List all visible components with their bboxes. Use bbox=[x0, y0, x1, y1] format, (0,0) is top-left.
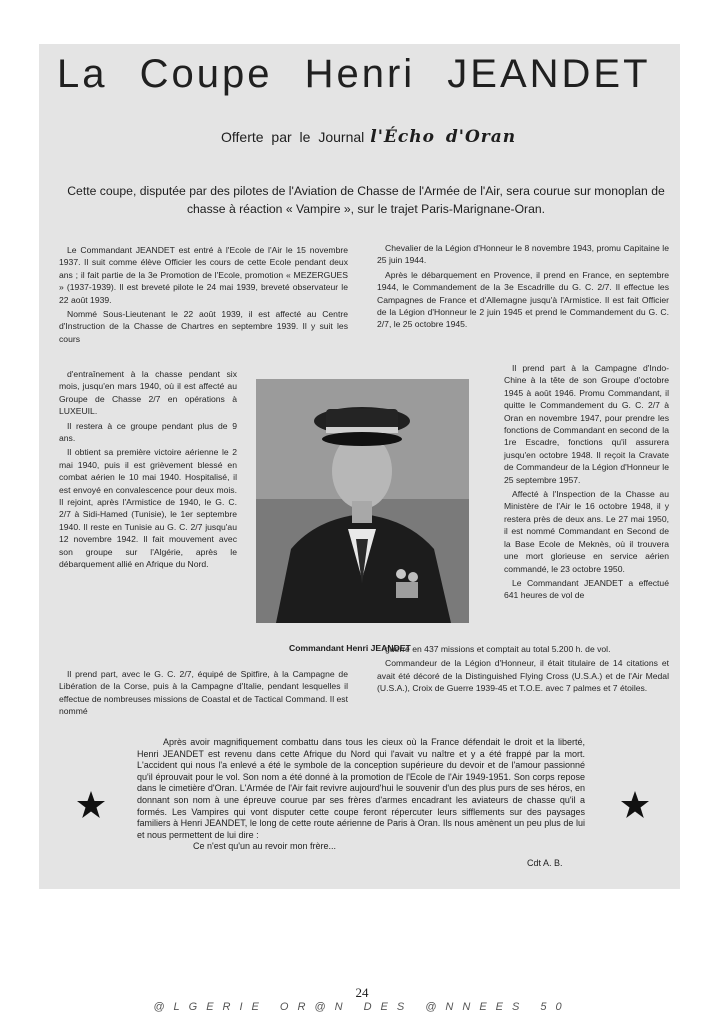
paragraph: Il restera à ce groupe pendant plus de 9 ans. bbox=[59, 420, 237, 444]
journal-name: l'Écho d'Oran bbox=[370, 127, 517, 147]
column-left-top bbox=[59, 244, 348, 347]
scanned-page bbox=[39, 44, 680, 889]
farewell-line: Ce n'est qu'un au revoir mon frère... bbox=[193, 841, 337, 852]
page-number: 24 bbox=[355, 985, 369, 1000]
column-left-narrow bbox=[59, 368, 237, 573]
closing-text: Après avoir magnifiquement combattu dans tous les cieux où la France défendait le droit et la liberté, Henri JEANDET est revenu dans cette Afrique du Nord qui l'avait vu naître et y a été frappé par la mort. L'accident qui nous l'a enlevé a été le symbole de la conception supérieure du devoir et de l'amour passionné qu'il éprouvait pour le vol. Son nom a été donné à la promotion de l'Ecole de l'Air 1949-1951. Son corps repose dans le cimetière d'Oran. L'Armée de l'Air fait revivre aujourd'hui le souvenir d'un des plus purs de ses héros, en donnant son nom à une épreuve courue par ses frères d'armes encadrant les aviateurs de chasse qu'il a formés. Les Vampires qui vont disputer cette coupe feront répercuter leurs sifflements sur des paysages familiers à Henri JEANDET, le long de cette route aérienne de Paris à Oran. Ils nous amènent un peu plus de lui et nous permettent de lui dire : bbox=[137, 737, 585, 840]
paragraph: guerre en 437 missions et comptait au total 5.200 h. de vol. bbox=[385, 644, 611, 654]
paragraph: Nommé Sous-Lieutenant le 22 août 1939, il est affecté au Centre d'Instruction de la Chasse de Chartres en septembre 1939. Il y suit les cours bbox=[59, 309, 348, 344]
paragraph: d'entraînement à la chasse pendant six mois, jusqu'en mars 1940, où il est affecté au Groupe de Chasse 2/7 en opérations à LUXEUIL. bbox=[59, 369, 237, 417]
offered-by-line bbox=[221, 127, 516, 147]
paragraph: Il prend part à la Campagne d'Indo-Chine à la tête de son Groupe d'octobre 1945 à août 1946. Promu Commandant, il quitte le Commandement du G. C. 2/7 à Oran en novembre 1947, pour prendre les fonctions de Commandant en second de la 1re Escadre, fonctions qu'il assurera jusqu'en octobre 1948. Il reçoit la Cravate de Commandeur de la Légion d'Honneur le 25 septembre 1957. bbox=[504, 363, 669, 485]
column-right-narrow bbox=[504, 362, 669, 604]
paragraph: Il prend part, avec le G. C. 2/7, équipé de Spitfire, à la Campagne de Libération de la Corse, puis à la Campagne d'Italie, pendant lesquelles il effectue de nombreuses missions de Coastal et de Tactical Command. Il est nommé bbox=[59, 669, 348, 717]
closing-paragraph bbox=[137, 737, 585, 853]
photo-caption: Commandant Henri JEANDET bbox=[289, 643, 411, 653]
article-title: La Coupe Henri JEANDET bbox=[57, 52, 651, 96]
portrait-photo bbox=[256, 379, 469, 623]
star-icon bbox=[76, 790, 106, 820]
paragraph: Le Commandant JEANDET a effectué 641 heures de vol de bbox=[504, 577, 669, 601]
paragraph: Il obtient sa première victoire aérienne le 2 mai 1940, puis il est grièvement blessé en combat aérien le 10 mai 1940. Hospitalisé, il est envoyé en convalescence pour deux mois. Il rejoint, après l'Armistice de 1940, le G. C. 2/7 à Sidi-Hamed (Tunisie), le 1er septembre 1940. Il reste en Tunisie au G. C. 2/7 jusqu'au 12 novembre 1942. Il fait mouvement avec son groupe sur l'Algérie, après le débarquement allié en Afrique du Nord. bbox=[59, 447, 237, 570]
star-icon bbox=[620, 790, 650, 820]
paragraph: Chevalier de la Légion d'Honneur le 8 novembre 1943, promu Capitaine le 25 juin 1944. bbox=[377, 243, 669, 266]
column-right-bottom bbox=[377, 643, 669, 697]
column-left-bottom bbox=[59, 668, 348, 720]
site-footer: @LGERIE OR@N DES @NNEES 50 bbox=[153, 1001, 571, 1013]
intro-paragraph: Cette coupe, disputée par des pilotes de l'Aviation de Chasse de l'Armée de l'Air, sera courue sur monoplan de chasse à réaction « Vampire », sur le trajet Paris-Marignane-Oran. bbox=[67, 184, 665, 216]
paragraph: Commandeur de la Légion d'Honneur, il était titulaire de 14 citations et avait été décoré de la Distinguished Flying Cross (U.S.A.) et de l'Air Medal (U.S.A.), Croix de Guerre 1939-45 et T.O.E. avec 7 palmes et 7 étoiles. bbox=[377, 658, 669, 694]
paragraph: Le Commandant JEANDET est entré à l'Ecole de l'Air le 15 novembre 1937. Il suit comme élève Officier les cours de cette Ecole pendant deux ans ; il fait partie de la 3e Promotion de l'Ecole, promotion « MEZERGUES » (1937-1939). Il est breveté pilote le 24 mai 1939, breveté observateur le 22 août 1939. bbox=[59, 245, 348, 305]
signature: Cdt A. B. bbox=[527, 858, 563, 868]
column-right-top bbox=[377, 242, 669, 333]
paragraph: Après le débarquement en Provence, il prend en France, en septembre 1944, le Commandement de la 3e Escadrille du G. C. 2/7. Il effectue les Campagnes de France et d'Allemagne jusqu'à l'Armistice. Il est fait Officier de la Légion d'Honneur le 2 juin 1945 et prend le Commandement du G. C. 2/7, le 25 octobre 1945. bbox=[377, 269, 669, 330]
paragraph: Affecté à l'Inspection de la Chasse au Ministère de l'Air le 16 octobre 1948, il y restera près de deux ans. Le 27 mai 1950, il est nommé Commandant en Second de la Base Ecole de Meknès, où il trouvera une mort glorieuse en service aérien commandé, le 23 octobre 1950. bbox=[504, 489, 669, 574]
offered-by-text: Offerte par le Journal bbox=[221, 129, 365, 145]
